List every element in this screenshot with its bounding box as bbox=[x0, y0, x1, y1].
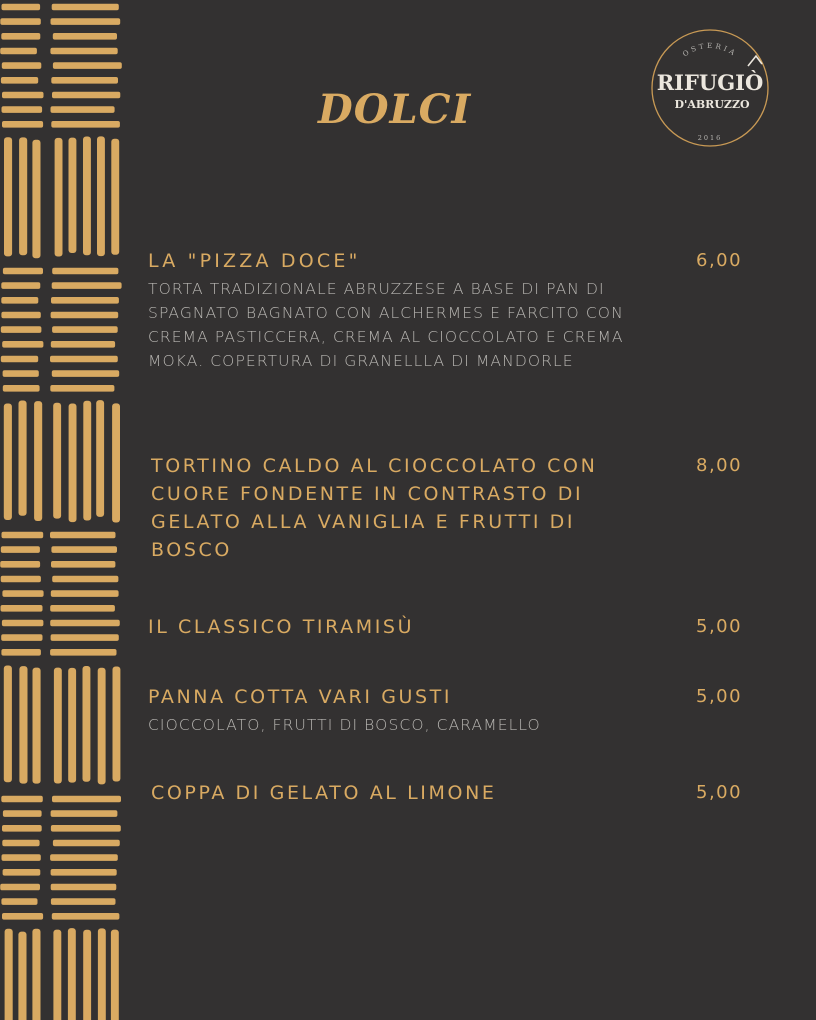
border-stroke bbox=[69, 138, 77, 253]
border-stroke bbox=[52, 326, 118, 333]
menu-item bbox=[151, 779, 631, 807]
border-stroke bbox=[50, 605, 115, 612]
border-stroke bbox=[0, 561, 40, 568]
border-stroke bbox=[98, 668, 106, 785]
border-stroke bbox=[50, 854, 118, 861]
menu-item bbox=[148, 247, 628, 373]
border-stroke bbox=[19, 137, 27, 255]
border-stroke bbox=[51, 77, 118, 84]
border-stroke bbox=[52, 370, 119, 377]
border-stroke bbox=[96, 400, 104, 517]
menu-item-name: LA "PIZZA DOCE" bbox=[148, 250, 361, 272]
border-stroke bbox=[1, 297, 38, 304]
border-stroke bbox=[51, 884, 117, 891]
border-stroke bbox=[52, 4, 119, 11]
logo-name: RIFUGIÒ bbox=[656, 70, 764, 95]
border-stroke bbox=[2, 341, 43, 348]
border-stroke bbox=[0, 18, 41, 25]
border-stroke bbox=[111, 139, 119, 255]
border-stroke bbox=[51, 869, 117, 876]
border-stroke bbox=[34, 401, 42, 521]
border-stroke bbox=[54, 668, 62, 784]
border-stroke bbox=[2, 92, 44, 99]
border-stroke bbox=[19, 666, 27, 784]
border-stroke bbox=[2, 62, 42, 69]
menu-item-price: 5,00 bbox=[696, 616, 743, 637]
border-stroke bbox=[51, 341, 115, 348]
border-stroke bbox=[2, 4, 41, 11]
menu-item-price: 6,00 bbox=[696, 250, 743, 271]
menu-item-description: TORTA TRADIZIONALE ABRUZZESE A BASE DI PAN DI SPAGNATO BAGNATO CON ALCHERMES E FARCITO CON CREMA PASTICCERA, CREMA AL CIOCCOLATO E CREMA MOKA. COPERTURA DI GRANELLLA DI MANDORLE bbox=[148, 280, 624, 370]
border-stroke bbox=[2, 532, 44, 539]
border-stroke bbox=[53, 33, 117, 40]
border-stroke bbox=[1, 326, 42, 333]
border-stroke bbox=[97, 136, 105, 256]
border-stroke bbox=[50, 620, 120, 627]
border-stroke bbox=[51, 106, 115, 113]
border-stroke bbox=[1, 898, 37, 905]
border-stroke bbox=[51, 312, 119, 319]
logo-top-text: OSTERIA bbox=[681, 41, 739, 59]
border-stroke bbox=[2, 825, 42, 832]
border-stroke bbox=[52, 913, 120, 920]
border-stroke bbox=[50, 532, 116, 539]
border-stroke bbox=[3, 385, 40, 392]
border-stroke bbox=[83, 401, 91, 521]
border-stroke bbox=[32, 140, 40, 259]
border-stroke bbox=[1, 312, 40, 319]
border-stroke bbox=[112, 403, 120, 522]
restaurant-logo bbox=[648, 26, 772, 150]
border-stroke bbox=[51, 810, 118, 817]
border-stroke bbox=[1, 77, 38, 84]
border-stroke bbox=[2, 106, 43, 113]
border-stroke bbox=[55, 138, 63, 257]
border-stroke bbox=[1, 634, 42, 641]
border-stroke bbox=[53, 62, 122, 69]
border-stroke bbox=[51, 590, 119, 597]
border-stroke bbox=[4, 404, 12, 521]
menu-item-price: 5,00 bbox=[696, 782, 743, 803]
border-stroke bbox=[53, 930, 61, 1020]
border-stroke bbox=[98, 928, 106, 1020]
border-stroke bbox=[2, 913, 43, 920]
border-stroke bbox=[51, 18, 121, 25]
border-stroke bbox=[68, 668, 76, 783]
border-stroke bbox=[1, 649, 41, 656]
border-stroke bbox=[83, 666, 91, 782]
menu-item-name: COPPA DI GELATO AL LIMONE bbox=[151, 782, 497, 804]
logo-year: 2016 bbox=[697, 134, 723, 142]
border-stroke bbox=[18, 932, 26, 1020]
border-stroke bbox=[51, 634, 119, 641]
border-stroke bbox=[2, 620, 44, 627]
border-stroke bbox=[50, 649, 116, 656]
border-stroke bbox=[50, 356, 118, 363]
border-stroke bbox=[3, 268, 43, 275]
menu-item-name: TORTINO CALDO AL CIOCCOLATO CON CUORE FONDENTE IN CONTRASTO DI GELATO ALLA VANIGLIA E FRUTTI DI BOSCO bbox=[151, 455, 598, 561]
border-stroke bbox=[52, 268, 118, 275]
border-stroke bbox=[1, 546, 40, 553]
border-stroke bbox=[51, 898, 116, 905]
border-stroke bbox=[4, 137, 12, 256]
border-stroke bbox=[52, 92, 120, 99]
menu-item-price: 5,00 bbox=[696, 686, 743, 707]
border-stroke bbox=[32, 929, 40, 1020]
border-stroke bbox=[1, 576, 41, 583]
border-stroke bbox=[51, 297, 119, 304]
border-stroke bbox=[5, 929, 13, 1020]
menu-item bbox=[148, 613, 628, 641]
border-stroke bbox=[50, 48, 117, 55]
logo-subname: D'ABRUZZO bbox=[674, 98, 750, 111]
border-stroke bbox=[2, 854, 41, 861]
border-stroke bbox=[4, 666, 12, 783]
menu-item bbox=[151, 452, 629, 564]
border-stroke bbox=[83, 930, 91, 1020]
border-stroke bbox=[33, 668, 41, 784]
border-stroke bbox=[0, 48, 37, 55]
border-stroke bbox=[1, 796, 43, 803]
border-stroke bbox=[111, 930, 119, 1020]
border-stroke bbox=[51, 546, 117, 553]
border-stroke bbox=[113, 667, 121, 782]
page-title: DOLCI bbox=[318, 86, 472, 133]
menu-item-description: CIOCCOLATO, FRUTTI DI BOSCO, CARAMELLO bbox=[148, 716, 541, 734]
border-stroke bbox=[2, 840, 39, 847]
border-stroke bbox=[69, 404, 77, 523]
border-stroke bbox=[53, 403, 61, 519]
border-stroke bbox=[52, 282, 122, 289]
border-stroke bbox=[53, 840, 120, 847]
decorative-border bbox=[0, 0, 124, 1020]
border-stroke bbox=[51, 825, 121, 832]
border-stroke bbox=[3, 869, 41, 876]
border-stroke bbox=[68, 928, 76, 1020]
border-stroke bbox=[0, 884, 40, 891]
border-stroke bbox=[1, 356, 38, 363]
border-stroke bbox=[2, 590, 43, 597]
menu-item-price: 8,00 bbox=[696, 455, 743, 476]
border-stroke bbox=[1, 33, 40, 40]
border-stroke bbox=[2, 121, 43, 128]
border-stroke bbox=[51, 121, 120, 128]
border-stroke bbox=[50, 385, 114, 392]
menu-item-name: PANNA COTTA VARI GUSTI bbox=[148, 686, 453, 708]
border-stroke bbox=[3, 370, 39, 377]
border-stroke bbox=[1, 282, 40, 289]
border-stroke bbox=[52, 576, 118, 583]
border-stroke bbox=[51, 561, 115, 568]
border-stroke bbox=[3, 810, 42, 817]
border-stroke bbox=[83, 137, 91, 256]
border-stroke bbox=[52, 796, 121, 803]
border-stroke bbox=[19, 401, 27, 516]
menu-item bbox=[148, 683, 628, 737]
menu-item-name: IL CLASSICO TIRAMISÙ bbox=[148, 616, 415, 638]
border-stroke bbox=[1, 605, 43, 612]
